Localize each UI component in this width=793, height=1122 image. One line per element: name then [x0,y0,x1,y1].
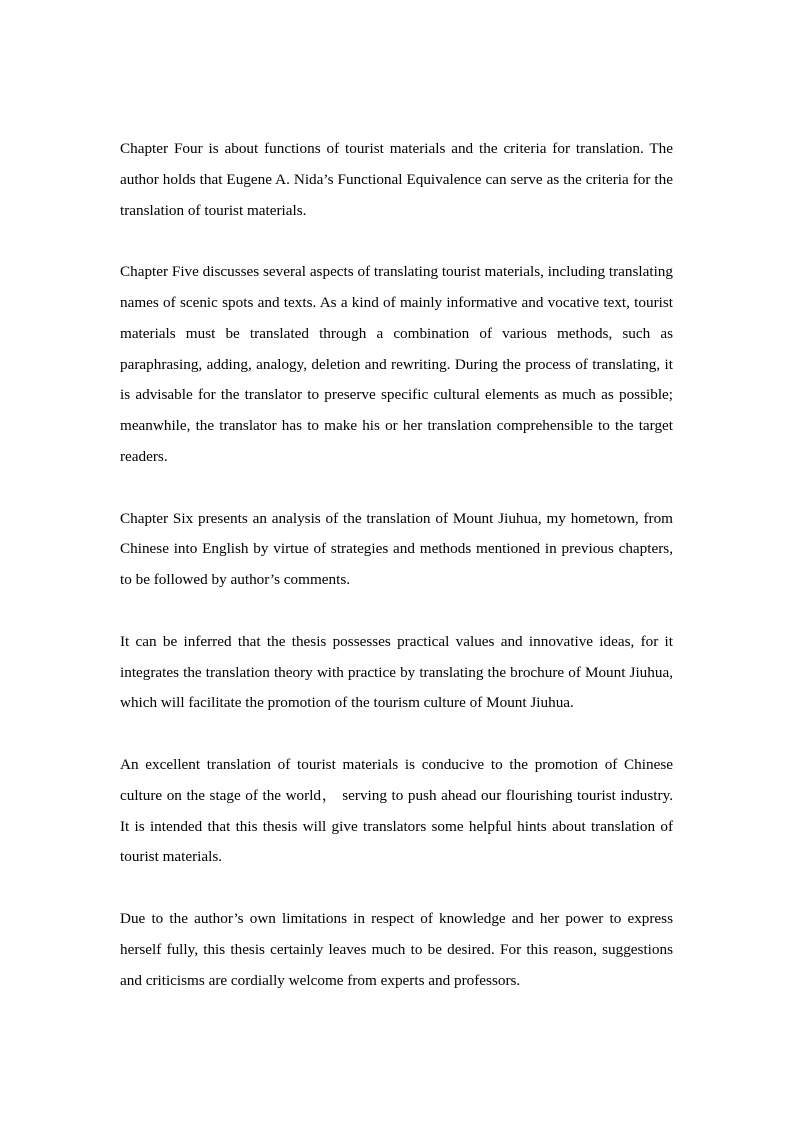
paragraph-thesis-value: It can be inferred that the thesis possesses practical values and innovative ideas, for it integrates the translation theory with practice by translating the brochure of Mount Jiuhua, which will facilitate the promotion of the tourism culture of Mount Jiuhua. [120,632,673,712]
paragraph-chapter-four: Chapter Four is about functions of tourist materials and the criteria for translation. The author holds that Eugene A. Nida’s Functional Equivalence can serve as the criteria for the translation of tourist materials. [120,140,673,219]
paragraph-limitations: Due to the author’s own limitations in respect of knowledge and her power to express herself fully, this thesis certainly leaves much to be desired. For this reason, suggestions and criticisms are cordially welcome from experts and professors. [120,909,673,989]
paragraph-translation-importance: An excellent translation of tourist materials is conducive to the promotion of Chinese culture on the stage of the world， serving to push ahead our flourishing tourist industry. It is intended that this thesis will give translators some helpful hints about translation of tourist materials. [120,755,673,866]
body-text [120,134,673,996]
paragraph-chapter-five: Chapter Five discusses several aspects of translating tourist materials, including translating names of scenic spots and texts. As a kind of mainly informative and vocative text, tourist materials must be translated through a combination of various methods, such as paraphrasing, adding, analogy, deletion and rewriting. During the process of translating, it is advisable for the translator to preserve specific cultural elements as much as possible; meanwhile, the translator has to make his or her translation comprehensible to the target readers. [120,263,673,465]
paragraph-chapter-six: Chapter Six presents an analysis of the translation of Mount Jiuhua, my hometown, from Chinese into English by virtue of strategies and methods mentioned in previous chapters, to be followed by author’s comments. [120,509,673,589]
